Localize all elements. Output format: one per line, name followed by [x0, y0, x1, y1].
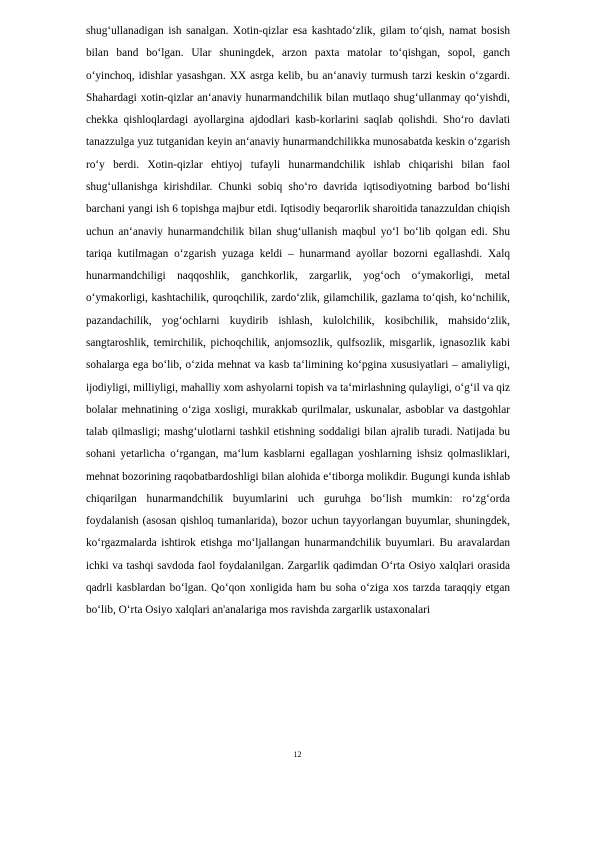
body-paragraph: shug‘ullanadigan ish sanalgan. Xotin-qizlar esa kashtado‘zlik, gilam to‘qish, namat bosish bilan band bo‘lgan. Ular shuningdek, arzon paxta matolar to‘qishgan, sopol, ganch o‘yinchoq, idishlar yasashgan. XX asrga kelib, bu an‘anaviy turmush tarzi keskin o‘zgardi. Shahardagi xotin-qizlar an‘anaviy hunarmandchilik bilan mutlaqo shug‘ullanmay qo‘yishdi, chekka qishloqlardagi ayollargina ajdodlari kasb-korlarini saqlab qolishdi. Sho‘ro davlati tanazzulga yuz tutganidan keyin an‘anaviy hunarmandchilikka munosabatda keskin o‘zgarish ro‘y berdi. Xotin-qizlar ehtiyoj tufayli hunarmandchilik ishlab chiqarishi bilan faol shug‘ullanishga kirishdilar. Chunki sobiq sho‘ro davrida iqtisodiyotning barbod bo‘lishi barchani yangi ish 6 topishga majbur etdi. Iqtisodiy beqarorlik sharoitida tanazzuldan chiqish uchun an‘anaviy hunarmandchilik bilan shug‘ullanish maqbul yo‘l bo‘lib qolgan edi. Shu tariqa kutilmagan o‘zgarish yuzaga keldi – hunarmand ayollar bozorni egallashdi. Xalq hunarmandchiligi naqqoshlik, ganchkorlik, zargarlik, yog‘och o‘ymakorligi, metal o‘ymakorligi, kashtachilik, quroqchilik, zardo‘zlik, gilamchilik, gazlama to‘qish, ko‘nchilik, pazandachilik, yog‘ochlarni kuydirib ishlash, kulolchilik, kosibchilik, mahsido‘zlik, sangtaroshlik, temirchilik, pichoqchilik, anjomsozlik, qulfsozlik, misgarlik, ignasozlik kabi sohalarga ega bo‘lib, o‘zida mehnat va kasb ta‘limining ko‘pgina xususiyatlari – amaliyligi, ijodiyligi, milliyligi, mahalliy xom ashyolarni topish va ta‘mirlashning qulayligi, o‘g‘il va qiz bolalar mehnatining o‘ziga xosligi, murakkab qurilmalar, uskunalar, asboblar va dastgohlar talab qilmasligi; mashg‘ulotlarni tashkil etishning soddaligi bilan ajralib turadi. Natijada bu sohani yetarlicha o‘rgangan, ma‘lum kasblarni egallagan yoshlarning ishsiz qolmasliklari, mehnat bozorining raqobatbardoshligi bilan alohida e‘tiborga molikdir. Bugungi kunda ishlab chiqarilgan hunarmandchilik buyumlarini uch guruhga bo‘lish mumkin: ro‘zg‘orda foydalanish (asosan qishloq tumanlarida), bozor uchun tayyorlangan buyumlar, shuningdek, ko‘rgazmalarda ishtirok etishga mo‘ljallangan hunarmandchilik buyumlari. Bu aravalardan ichki va tashqi savdoda faol foydalanilgan. Zargarlik qadimdan O‘rta Osiyo xalqlari orasida qadrli kasblardan bo‘lgan. Qo‘qon xonligida ham bu soha o‘ziga xos tarzda taraqqiy etgan bo‘lib, O‘rta Osiyo xalqlari an'analariga mos ravishda zargarlik ustaxonalari — [86, 25, 510, 617]
page-number: 12 — [293, 750, 302, 759]
